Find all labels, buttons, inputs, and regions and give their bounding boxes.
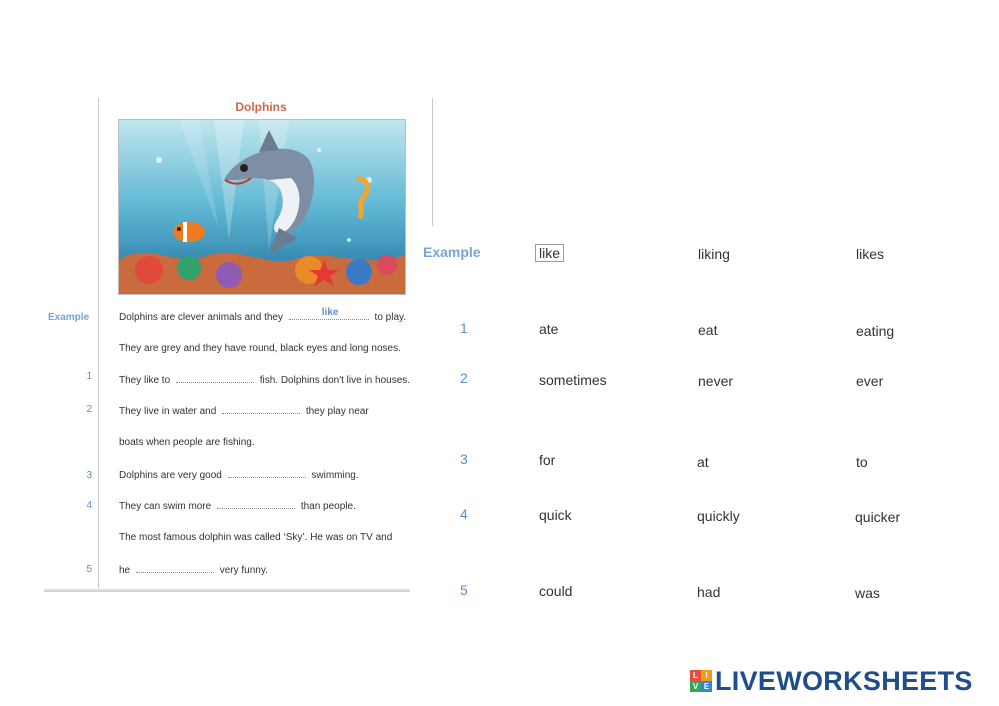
question-number-3: 3 <box>86 470 92 481</box>
example-option-likes: likes <box>856 246 885 262</box>
text-line: boats when people are fishing. <box>119 437 255 448</box>
example-option-like: like <box>535 244 564 262</box>
question-number-5: 5 <box>86 564 92 575</box>
option-5b[interactable]: had <box>697 584 721 600</box>
worksheet-title: Dolphins <box>235 100 287 114</box>
line-text-before: Dolphins are very good <box>119 470 222 481</box>
option-5c[interactable]: was <box>855 585 880 601</box>
line-text-before: They can swim more <box>119 501 212 512</box>
line-text-after: very funny. <box>219 565 268 576</box>
option-5a[interactable]: could <box>539 583 573 599</box>
text-line: They are grey and they have round, black eyes and long noses. <box>119 343 401 354</box>
option-2b[interactable]: never <box>698 373 734 389</box>
example-label-right: Example <box>423 244 481 260</box>
answer-blank-3[interactable] <box>228 468 306 478</box>
option-2a[interactable]: sometimes <box>539 372 607 388</box>
answer-number-4: 4 <box>460 506 468 522</box>
answer-blank-2[interactable] <box>222 404 300 414</box>
answer-blank-4[interactable] <box>217 499 295 509</box>
answer-blank-1[interactable] <box>176 373 254 383</box>
option-3c[interactable]: to <box>856 454 868 470</box>
logo-mark-icon: L I V E <box>690 670 712 692</box>
option-3a[interactable]: for <box>539 452 556 468</box>
question-number-4: 4 <box>86 500 92 511</box>
option-2c[interactable]: ever <box>856 373 884 389</box>
example-option-liking: liking <box>698 246 730 262</box>
line-text-after: they play near <box>305 406 369 417</box>
option-4a[interactable]: quick <box>539 507 572 523</box>
line-text-before: Dolphins are clever animals and they <box>119 312 283 323</box>
answer-blank-5[interactable] <box>136 563 214 573</box>
text-line-q2 <box>119 404 369 418</box>
answer-number-3: 3 <box>460 451 468 467</box>
page-border-right <box>432 98 433 226</box>
text-line-example <box>119 307 407 324</box>
option-1a[interactable]: ate <box>539 321 559 337</box>
line-text-before: They like to <box>119 375 171 386</box>
question-number-1: 1 <box>86 371 92 382</box>
dolphin-illustration <box>118 119 406 295</box>
line-text-after: to play. <box>374 312 407 323</box>
example-answer: like <box>321 307 339 318</box>
text-line: The most famous dolphin was called ‘Sky’. He was on TV and <box>119 532 393 543</box>
text-line-q3 <box>119 468 359 482</box>
liveworksheets-logo <box>690 668 973 694</box>
line-text-before: They live in water and <box>119 406 217 417</box>
line-text-after: than people. <box>300 501 356 512</box>
page-border-bottom <box>44 589 410 592</box>
logo-text: LIVEWORKSHEETS <box>715 666 973 696</box>
option-1c[interactable]: eating <box>856 323 895 339</box>
example-blank <box>289 307 369 320</box>
option-3b[interactable]: at <box>697 454 709 470</box>
answer-number-1: 1 <box>460 320 468 336</box>
option-4b[interactable]: quickly <box>697 508 740 524</box>
question-number-2: 2 <box>86 404 92 415</box>
text-line-q1 <box>119 373 410 387</box>
option-4c[interactable]: quicker <box>855 509 901 525</box>
answer-number-2: 2 <box>460 370 468 386</box>
line-text-before: he <box>119 565 131 576</box>
text-line-q4 <box>119 499 356 513</box>
example-label-left: Example <box>48 312 90 323</box>
option-1b[interactable]: eat <box>698 322 718 338</box>
text-line-q5 <box>119 563 268 577</box>
line-text-after: fish. Dolphins don't live in houses. <box>259 375 411 386</box>
answer-number-5: 5 <box>460 582 468 598</box>
page-border-left <box>98 98 99 590</box>
line-text-after: swimming. <box>311 470 359 481</box>
